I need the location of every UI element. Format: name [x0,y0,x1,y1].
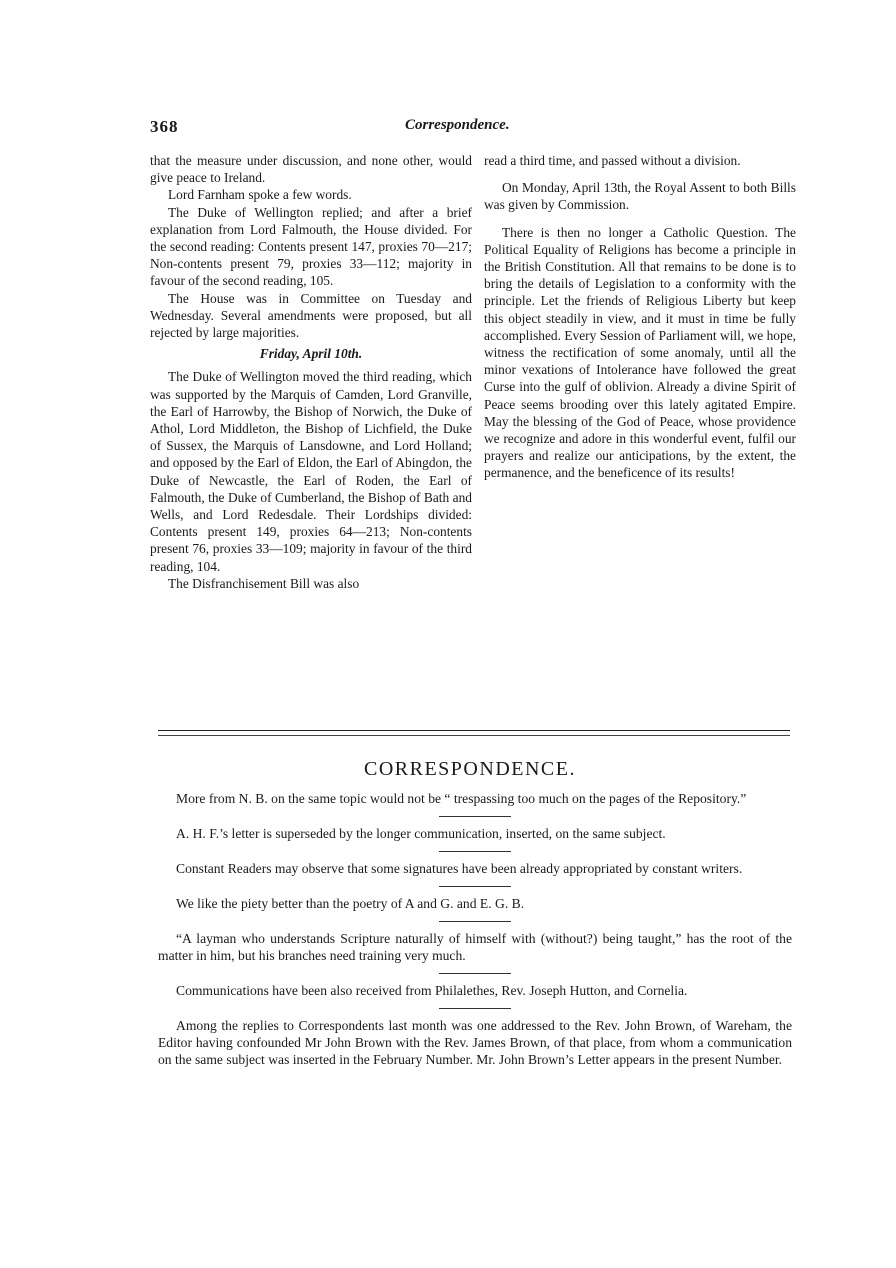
page-header [150,117,790,139]
right-column [484,152,796,482]
note-separator [439,1008,511,1009]
section-divider [158,730,790,736]
section-title: CORRESPONDENCE. [364,758,576,780]
paragraph: The House was in Committee on Tuesday and Wednesday. Several amendments were proposed, but all rejected by large majorities. [150,290,472,341]
paragraph: Lord Farnham spoke a few words. [168,187,352,203]
correspondence-note: “A layman who understands Scripture naturally of himself with (without?) being taught,” has the root of the matter in him, but his branches need training very much. [158,931,792,963]
date-heading: Friday, April 10th. [259,346,363,362]
paragraph: The Duke of Wellington replied; and after a brief explanation from Lord Falmouth, the House divided. For the second reading: Contents present 147, proxies 70—217; Non-contents present 79, proxies 33—112; majority in favour of the second reading, 105. [150,204,472,289]
correspondence-note: Constant Readers may observe that some signatures have been already appropriated by constant writers. [176,861,743,876]
paragraph: On Monday, April 13th, the Royal Assent to both Bills was given by Commission. [484,180,796,213]
correspondence-note: Communications have been also received from Philalethes, Rev. Joseph Hutton, and Cornelia. [176,983,688,998]
running-head: Correspondence. [405,117,510,133]
note-separator [439,886,511,887]
note-separator [439,816,511,817]
correspondence-note: A. H. F.’s letter is superseded by the longer communication, inserted, on the same subject. [176,826,666,841]
correspondence-notes [158,790,792,1068]
paragraph: read a third time, and passed without a division. [484,153,741,168]
correspondence-note: We like the piety better than the poetry of A and G. and E. G. B. [176,896,525,911]
paragraph: that the measure under discussion, and none other, would give peace to Ireland. [150,153,472,186]
left-column [150,152,472,592]
page-number: 368 [150,117,179,136]
paragraph: The Duke of Wellington moved the third reading, which was supported by the Marquis of Camden, Lord Granville, the Earl of Harrowby, the Bishop of Norwich, the Duke of Athol, Lord Middleton, the Bishop of Lichfield, the Duke of Sussex, the Marquis of Lansdowne, and Lord Holland; and opposed by the Earl of Eldon, the Earl of Abingdon, the Duke of Newcastle, the Earl of Roden, the Earl of Falmouth, the Duke of Cumberland, the Bishop of Bath and Wells, and Lord Redesdale. Their Lordships divided: Contents present 149, proxies 64—213; Non-contents present 76, proxies 33—109; majority in favour of the third reading, 104. [150,369,472,574]
note-separator [439,973,511,974]
paragraph: There is then no longer a Catholic Question. The Political Equality of Religions has become a principle in the British Constitution. All that remains to be done is to bring the details of Legislation to a conformity with the principle. Let the friends of Religious Liberty but keep this object steadily in view, and it must in time be fully accomplished. Every Session of Parliament will, we hope, witness the rectification of some anomaly, until all the minor vexations of Intolerance have followed the great Curse into the gulf of oblivion. Already a divine Spirit of Peace seems brooding over this lately agitated Empire. May the blessing of the God of Peace, whose providence we recognize and adore in this wonderful event, fulfil our prayers and realize our anticipations, by the extent, the permanence, and the beneficence of its results! [484,224,796,481]
note-separator [439,921,511,922]
paragraph: The Disfranchisement Bill was also [168,575,360,591]
correspondence-note: More from N. B. on the same topic would not be “ trespassing too much on the pages of the Repository.” [176,791,747,806]
note-separator [439,851,511,852]
correspondence-note: Among the replies to Correspondents last month was one addressed to the Rev. John Brown, of Wareham, the Editor having confounded Mr John Brown with the Rev. James Brown, of that place, from whom a communication on the same subject was inserted in the February Number. Mr. John Brown’s Letter appears in the present Number. [158,1018,792,1067]
